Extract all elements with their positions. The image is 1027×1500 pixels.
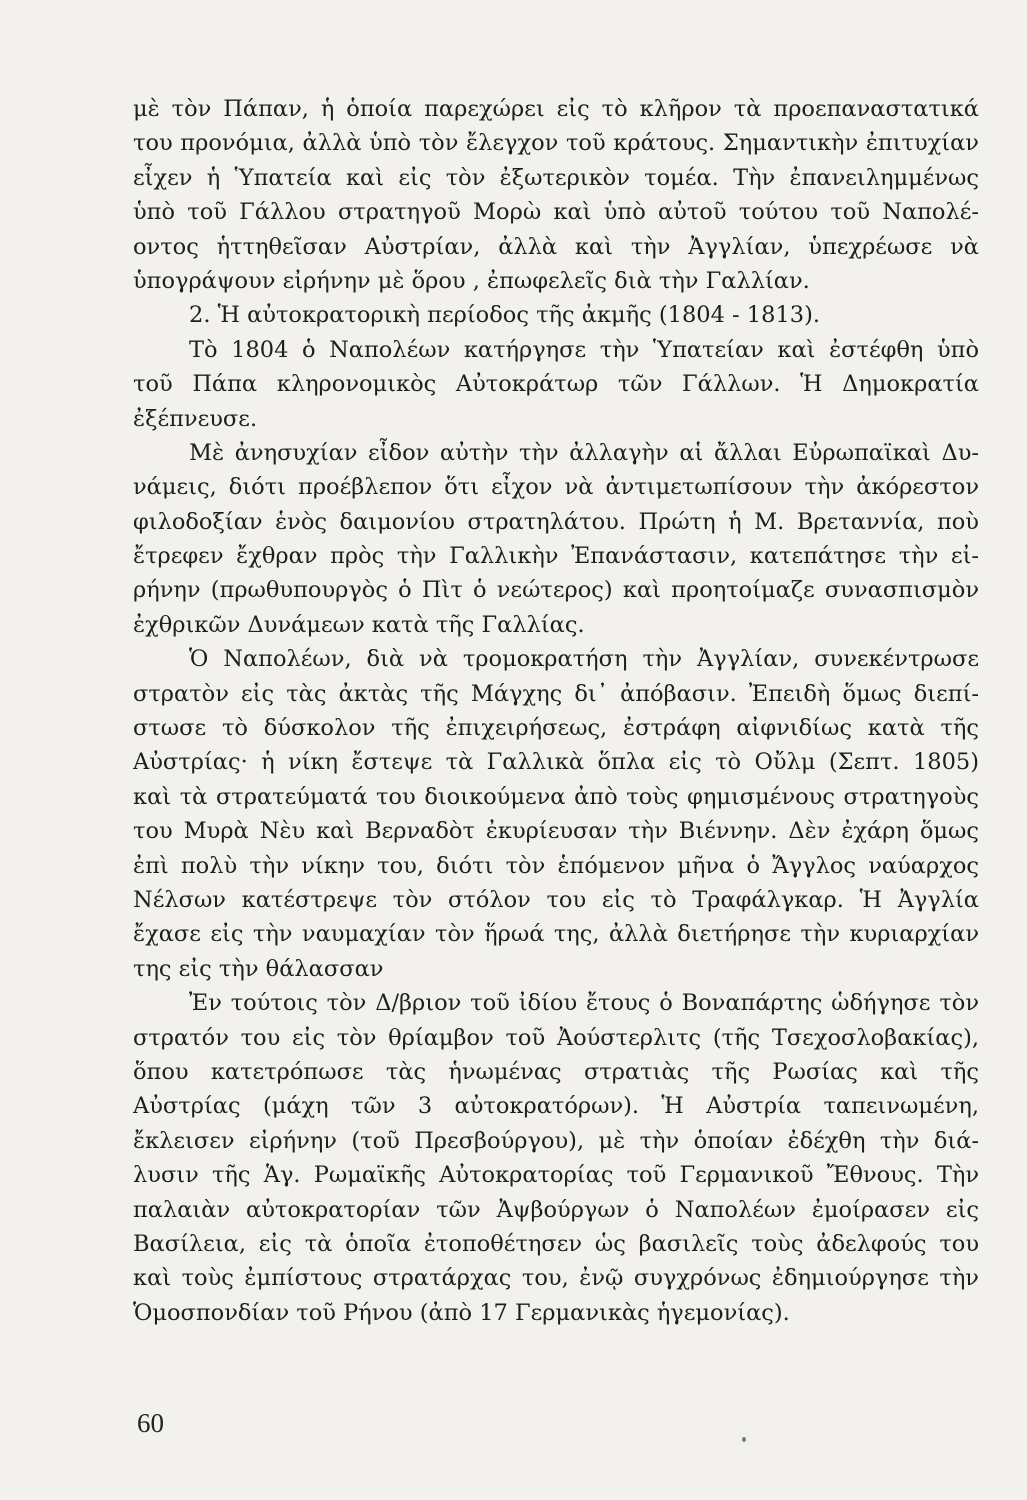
text-line: Ὁ Ναπολέων, διὰ νὰ τρομοκρατήση τὴν Ἀγγλίαν, συνεκέντρωσε — [189, 646, 979, 673]
text-line: Μὲ ἀνησυχίαν εἶδον αὐτὴν τὴν ἀλλαγὴν αἱ ἄλλαι Εὐρωπαϊκαὶ Δυ- — [189, 439, 979, 466]
text-line: παλαιὰν αὐτοκρατορίαν τῶν Ἀψβούργων ὁ Ναπολέων ἐμοίρασεν εἰς — [133, 1196, 979, 1223]
text-line: φιλοδοξίαν ἑνὸς δαιμονίου στρατηλάτου. Πρώτη ἡ Μ. Βρεταννία, ποὺ — [133, 508, 979, 535]
text-line: ἐπὶ πολὺ τὴν νίκην του, διότι τὸν ἑπόμενον μῆνα ὁ Ἄγγλος ναύαρχος — [133, 852, 979, 879]
text-line: καὶ τὰ στρατεύματά του διοικούμενα ἀπὸ τοὺς φημισμένους στρατηγοὺς — [133, 783, 979, 810]
body-text — [133, 92, 979, 1330]
text-line: νάμεις, διότι προέβλεπον ὅτι εἶχον νὰ ἀντιμετωπίσουν τὴν ἀκόρεστον — [133, 474, 979, 501]
text-line: καὶ τοὺς ἐμπίστους στρατάρχας του, ἐνῷ συγχρόνως ἐδημιούργησε τὴν — [133, 1265, 979, 1292]
text-line: ἐξέπνευσε. — [133, 405, 258, 432]
text-line: εἶχεν ἡ Ὑπατεία καὶ εἰς τὸν ἐξωτερικὸν τομέα. Τὴν ἐπανειλημμένως — [133, 164, 979, 191]
text-line: ὅπου κατετρόπωσε τὰς ἡνωμένας στρατιὰς τῆς Ρωσίας καὶ τῆς — [133, 1058, 979, 1085]
text-line: στωσε τὸ δύσκολον τῆς ἐπιχειρήσεως, ἐστράφη αἰφνιδίως κατὰ τῆς — [133, 715, 979, 742]
text-line: Ὁμοσπονδίαν τοῦ Ρήνου (ἀπὸ 17 Γερμανικὰς ἡγεμονίας). — [133, 1299, 790, 1326]
text-line: του Μυρὰ Νὲυ καὶ Βερναδὸτ ἐκυρίευσαν τὴν Βιέννην. Δὲν ἐχάρη ὅμως — [133, 818, 979, 845]
text-line: Βασίλεια, εἰς τὰ ὁποῖα ἐτοποθέτησεν ὡς βασιλεῖς τοὺς ἀδελφούς του — [133, 1230, 979, 1257]
text-line: του προνόμια, ἀλλὰ ὑπὸ τὸν ἔλεγχον τοῦ κράτους. Σημαντικὴν ἐπιτυχίαν — [133, 130, 979, 157]
text-line: ἐχθρικῶν Δυνάμεων κατὰ τῆς Γαλλίας. — [133, 611, 585, 638]
print-speck — [742, 1437, 746, 1442]
text-line: Ἐν τούτοις τὸν Δ/βριον τοῦ ἰδίου ἔτους ὁ Βοναπάρτης ὡδήγησε τὸν — [189, 990, 979, 1017]
text-line: μὲ τὸν Πάπαν, ἡ ὁποία παρεχώρει εἰς τὸ κλῆρον τὰ προεπαναστατικά — [133, 96, 979, 122]
text-line: ὑπὸ τοῦ Γάλλου στρατηγοῦ Μορὼ καὶ ὑπὸ αὐτοῦ τούτου τοῦ Ναπολέ- — [133, 199, 979, 226]
text-line: στρατὸν εἰς τὰς ἀκτὰς τῆς Μάγχης δι᾽ ἀπόβασιν. Ἐπειδὴ ὅμως διεπί- — [133, 680, 979, 707]
text-line: στρατόν του εἰς τὸν θρίαμβον τοῦ Ἀούστερλιτς (τῆς Τσεχοσλοβακίας), — [133, 1024, 979, 1051]
text-line: λυσιν τῆς Ἁγ. Ρωμαϊκῆς Αὐτοκρατορίας τοῦ Γερμανικοῦ Ἔθνους. Τὴν — [133, 1162, 979, 1189]
text-line: Αὐστρίας (μάχη τῶν 3 αὐτοκρατόρων). Ἡ Αὐστρία ταπεινωμένη, — [133, 1093, 979, 1120]
text-line: τοῦ Πάπα κληρονομικὸς Αὐτοκράτωρ τῶν Γάλλων. Ἡ Δημοκρατία — [133, 371, 979, 398]
text-line: ἔτρεφεν ἔχθραν πρὸς τὴν Γαλλικὴν Ἐπανάστασιν, κατεπάτησε τὴν εἰ- — [133, 543, 979, 570]
page-number: 60 — [137, 1408, 164, 1438]
text-line: της εἰς τὴν θάλασσαν — [133, 955, 384, 982]
section-heading: 2. Ἡ αὐτοκρατορικὴ περίοδος τῆς ἀκμῆς (1804 - 1813). — [189, 302, 820, 329]
text-line: ὑπογράψουν εἰρήνην μὲ ὅρου , ἐπωφελεῖς διὰ τὴν Γαλλίαν. — [133, 267, 810, 294]
text-line: Νέλσων κατέστρεψε τὸν στόλον του εἰς τὸ Τραφάλγκαρ. Ἡ Ἀγγλία — [133, 886, 979, 913]
text-line: Τὸ 1804 ὁ Ναπολέων κατήργησε τὴν Ὑπατείαν καὶ ἐστέφθη ὑπὸ — [189, 336, 979, 363]
text-line: Αὐστρίας· ἡ νίκη ἔστεψε τὰ Γαλλικὰ ὅπλα εἰς τὸ Οὔλμ (Σεπτ. 1805) — [133, 749, 979, 776]
text-line: οντος ἡττηθεῖσαν Αὐστρίαν, ἀλλὰ καὶ τὴν Ἀγγλίαν, ὑπεχρέωσε νὰ — [133, 233, 979, 260]
text-line: ρήνην (πρωθυπουργὸς ὁ Πὶτ ὁ νεώτερος) καὶ προητοίμαζε συνασπισμὸν — [133, 577, 979, 604]
text-line: ἔχασε εἰς τὴν ναυμαχίαν τὸν ἥρωά της, ἀλλὰ διετήρησε τὴν κυριαρχίαν — [133, 921, 979, 948]
text-line: ἔκλεισεν εἰρήνην (τοῦ Πρεσβούργου), μὲ τὴν ὁποίαν ἐδέχθη τὴν διά- — [133, 1127, 979, 1154]
